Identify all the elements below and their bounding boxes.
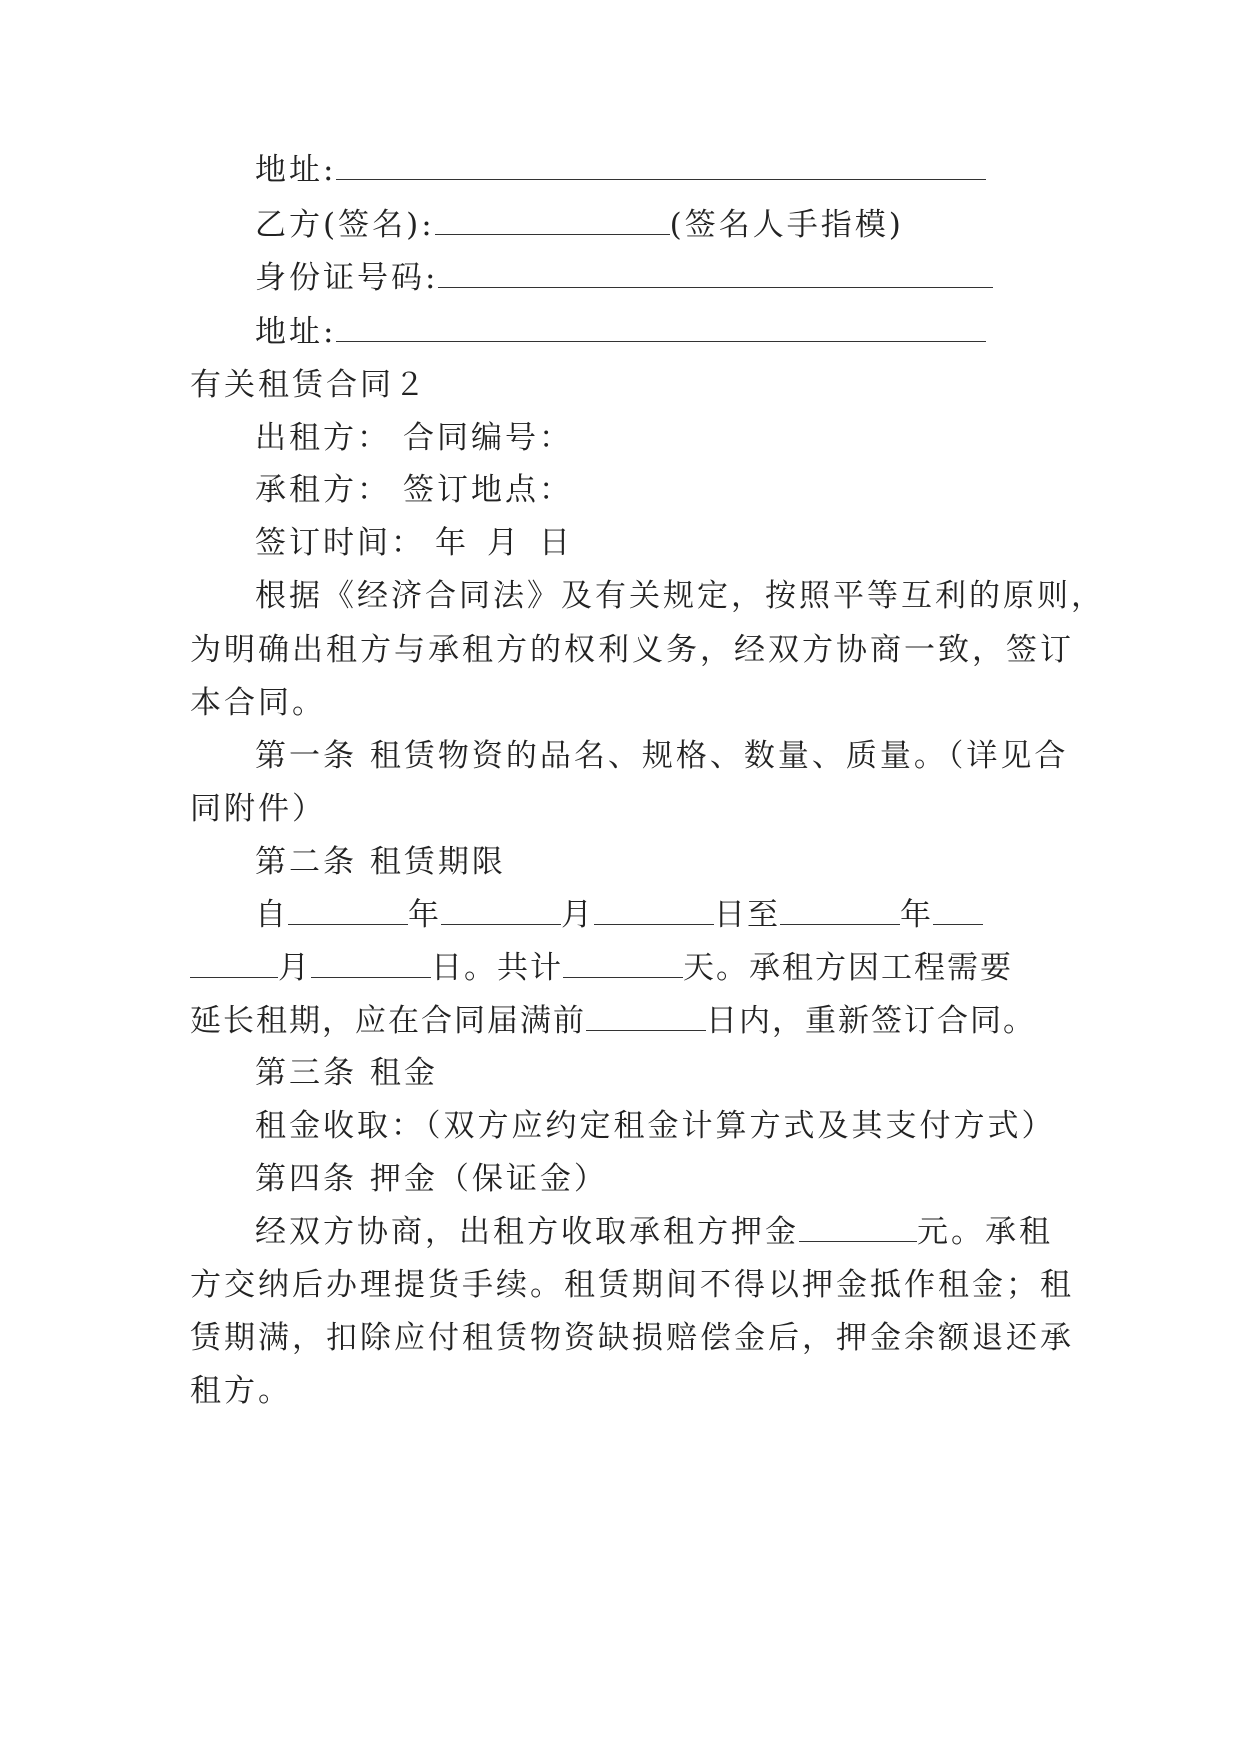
month-blank	[933, 898, 983, 925]
party-b-label: 乙方(签名):	[255, 207, 435, 243]
section-title: 有关租赁合同２	[190, 367, 428, 403]
days-text: 天。承租方因工程需要	[683, 950, 1013, 986]
address-label: 地址:	[255, 152, 337, 188]
article-1-line: 同附件）	[190, 791, 326, 827]
article-2-title: 第二条 租赁期限	[255, 844, 506, 880]
month-label: 月	[487, 525, 521, 561]
year-label: 年	[435, 525, 469, 561]
signature-blank	[435, 208, 670, 235]
rent-collection-text: 租金收取：（双方应约定租金计算方式及其支付方式）	[255, 1108, 1056, 1144]
preamble-line: 根据《经济合同法》及有关规定，按照平等互利的原则，	[255, 578, 1105, 614]
deposit-text: 元。承租	[917, 1214, 1053, 1250]
address-line-1	[255, 150, 1070, 190]
lease-term-line-2	[190, 948, 1070, 988]
year-blank	[780, 898, 900, 925]
from-label: 自	[255, 897, 288, 933]
article-1-line: 第一条 租赁物资的品名、规格、数量、质量。（详见合	[255, 738, 1069, 774]
address-blank	[336, 153, 986, 180]
lease-term-line-3	[190, 1001, 1090, 1041]
month-blank	[190, 951, 278, 978]
lessee-line	[255, 470, 1070, 510]
sign-place-label: 签订地点：	[403, 472, 573, 508]
deposit-line: 租方。	[190, 1373, 292, 1409]
extension-text: 延长租期，应在合同届满前	[190, 1003, 586, 1039]
day-label: 日	[539, 525, 573, 561]
month-blank	[441, 898, 561, 925]
article-3-title: 第三条 租金	[255, 1055, 438, 1091]
lessor-label: 出租方：	[255, 420, 391, 456]
sign-time-line	[255, 523, 1070, 563]
fingerprint-note: (签名人手指模)	[669, 207, 904, 243]
id-number-line	[255, 258, 1070, 298]
deposit-text: 经双方协商，出租方收取承租方押金	[255, 1214, 799, 1250]
year-label: 年	[408, 897, 441, 933]
days-blank	[586, 1004, 706, 1031]
renewal-text: 日内，重新签订合同。	[706, 1003, 1036, 1039]
preamble-line: 本合同。	[190, 685, 326, 721]
lessee-label: 承租方：	[255, 472, 391, 508]
id-number-blank	[438, 261, 993, 288]
lessor-line	[255, 418, 1070, 458]
year-blank	[288, 898, 408, 925]
party-b-line	[255, 205, 1070, 245]
month-label: 月	[561, 897, 594, 933]
deposit-amount-blank	[799, 1215, 917, 1242]
days-blank	[563, 951, 683, 978]
deposit-line: 赁期满，扣除应付租赁物资缺损赔偿金后，押金余额退还承	[190, 1320, 1074, 1356]
year-label: 年	[900, 897, 933, 933]
article-4-title: 第四条 押金（保证金）	[255, 1161, 608, 1197]
deposit-line-1	[255, 1212, 1070, 1252]
preamble-line: 为明确出租方与承租方的权利义务，经双方协商一致，签订	[190, 632, 1074, 668]
contract-number-label: 合同编号：	[403, 420, 573, 456]
sign-time-label: 签订时间：	[255, 525, 425, 561]
day-blank	[311, 951, 431, 978]
address-label: 地址:	[255, 314, 337, 350]
address-line-2	[255, 312, 1070, 352]
address-blank	[336, 315, 986, 342]
day-total-label: 日。共计	[431, 950, 563, 986]
deposit-line: 方交纳后办理提货手续。租赁期间不得以押金抵作租金；租	[190, 1267, 1074, 1303]
id-number-label: 身份证号码:	[255, 260, 439, 296]
day-blank	[594, 898, 714, 925]
month-label: 月	[278, 950, 311, 986]
lease-term-line-1	[255, 895, 1070, 935]
day-to-label: 日至	[714, 897, 780, 933]
